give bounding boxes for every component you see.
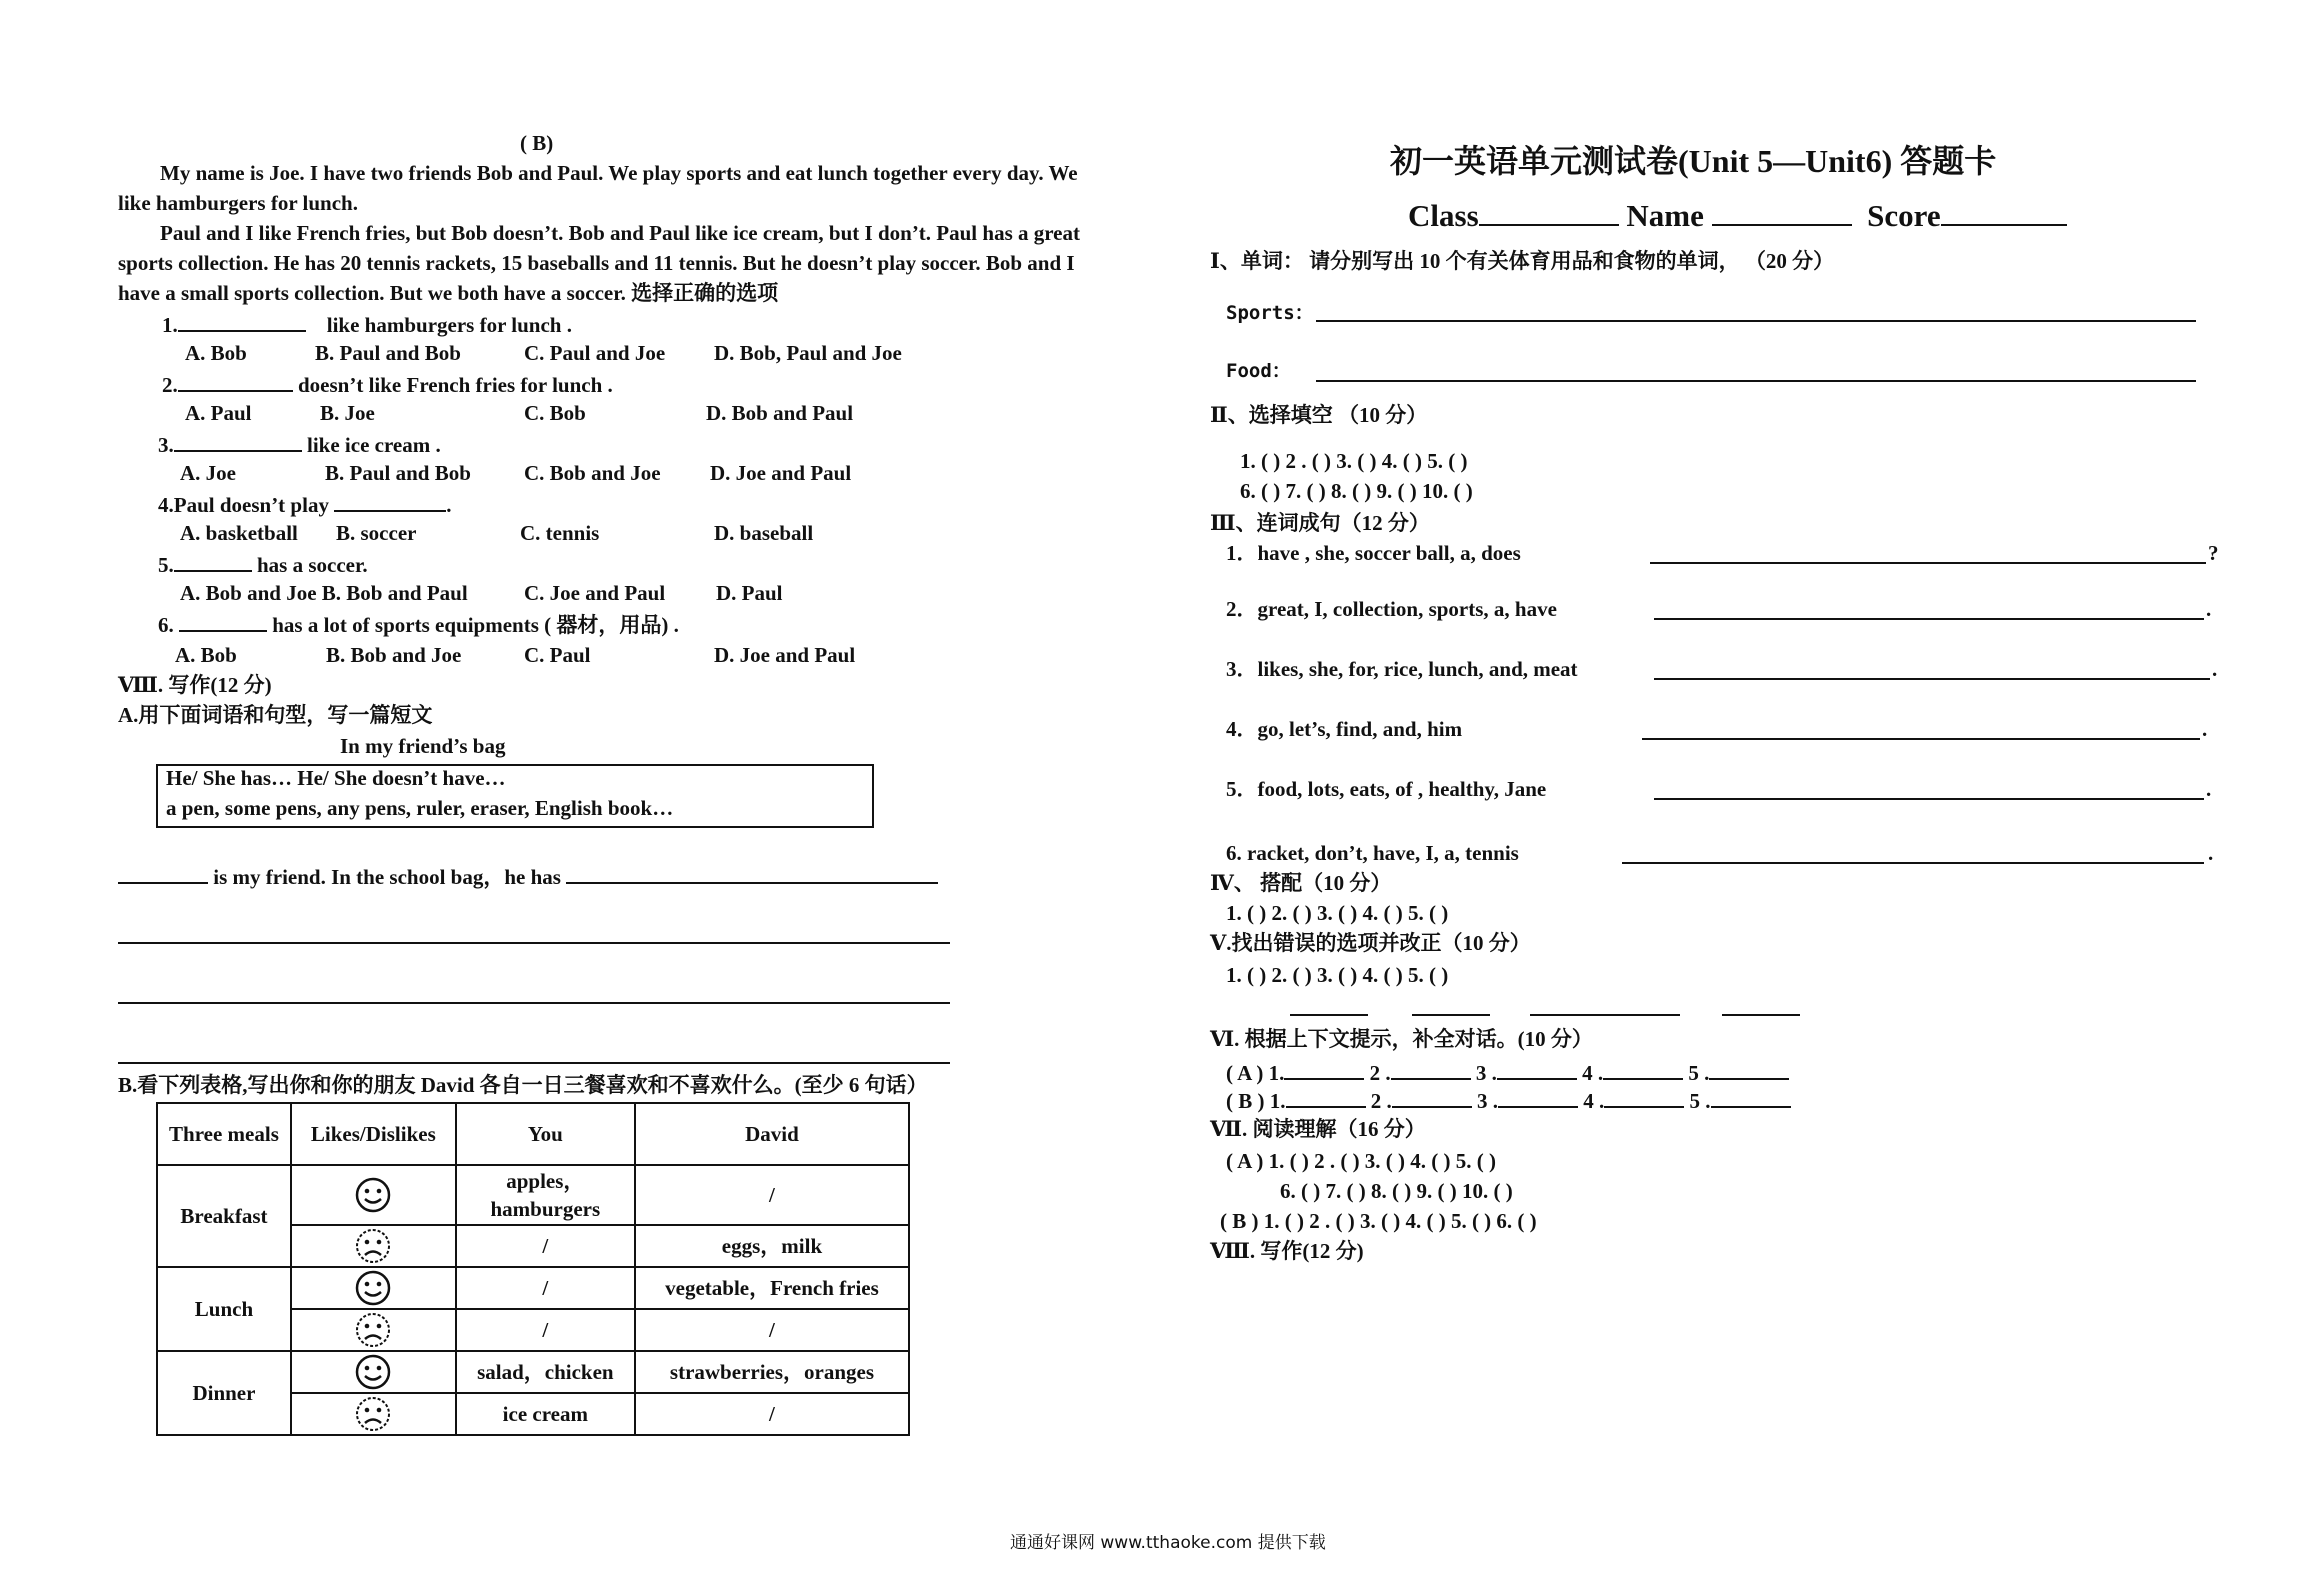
passage-line-4: sports collection. He has 20 tennis rackets, 15 baseballs and 11 tennis. But he doesn’t play soccer. Bob and I: [118, 251, 1075, 275]
section-7-heading: Ⅶ. 阅读理解（16 分）: [1210, 1117, 1426, 1141]
q6-option-d: D. Joe and Paul: [714, 643, 856, 667]
q4-option-c: C. tennis: [520, 521, 600, 545]
passage-line-3: Paul and I like French fries, but Bob doesn’t. Bob and Paul like ice cream, but I don’t. Paul has a great: [160, 221, 1081, 245]
header-you: You: [456, 1103, 635, 1165]
section-b-label: ( B): [520, 131, 554, 155]
sports-answer-line[interactable]: [1316, 320, 2196, 322]
q2-option-d: D. Bob and Paul: [706, 401, 854, 425]
meal-lunch: Lunch: [157, 1267, 291, 1351]
q2-option-c: C. Bob: [524, 401, 586, 425]
s3-answer-line-4[interactable]: [1642, 738, 2200, 740]
sports-label: Sports：: [1226, 302, 1314, 324]
q4-option-b: B. soccer: [336, 521, 417, 545]
s3-end-1: ?: [2208, 541, 2219, 565]
s5-correction-line-4[interactable]: [1602, 1014, 1680, 1016]
q5-option-d: D. Paul: [716, 581, 783, 605]
section-2-row-1[interactable]: 1. ( ) 2 . ( ) 3. ( ) 4. ( ) 5. ( ): [1240, 449, 1468, 473]
like-face-icon: [291, 1267, 456, 1309]
s3-item-1: 1．have , she, soccer ball, a, does: [1226, 541, 1521, 565]
q3-option-b: B. Paul and Bob: [325, 461, 471, 485]
s3-answer-line-2[interactable]: [1654, 618, 2204, 620]
q2-option-a: A. Paul: [185, 401, 252, 425]
bag-title: In my friend’s bag: [340, 734, 506, 758]
question-1: 1. like hamburgers for lunch .: [162, 308, 572, 340]
word-box-line-1: He/ She has… He/ She doesn’t have…: [166, 766, 506, 790]
lunch-you-dislike: /: [456, 1309, 635, 1351]
header-david: David: [635, 1103, 909, 1165]
section-2-row-2[interactable]: 6. ( ) 7. ( ) 8. ( ) 9. ( ) 10. ( ): [1240, 479, 1473, 503]
question-5: 5. has a soccer.: [158, 548, 368, 580]
q6-option-c: C. Paul: [524, 643, 591, 667]
s3-end-2: .: [2206, 597, 2212, 621]
word-box-line-2: a pen, some pens, any pens, ruler, eraser, English book…: [166, 796, 674, 820]
q4-option-d: D. baseball: [714, 521, 814, 545]
section-8-heading: Ⅷ. 写作(12 分): [1210, 1239, 1364, 1263]
passage-line-5: have a small sports collection. But we both have a soccer. 选择正确的选项: [118, 281, 779, 305]
writing-line-3[interactable]: [118, 1062, 950, 1064]
lunch-you-like: /: [456, 1267, 635, 1309]
lunch-david-dislike: /: [635, 1309, 909, 1351]
q6-option-b: B. Bob and Joe: [326, 643, 462, 667]
question-2: 2. doesn’t like French fries for lunch .: [162, 368, 613, 400]
s3-end-5: .: [2206, 777, 2212, 801]
dinner-you-like: salad，chicken: [456, 1351, 635, 1393]
section-6-row-a[interactable]: ( A ) 1. 2 . 3 . 4 . 5 .: [1226, 1056, 1789, 1088]
section-1-heading: Ⅰ、单词： 请分别写出 10 个有关体育用品和食物的单词， （20 分）: [1210, 249, 1835, 273]
dinner-you-dislike: ice cream: [456, 1393, 635, 1435]
part-b-instruction: B.看下列表格,写出你和你的朋友 David 各自一日三餐喜欢和不喜欢什么。(至少 6 句话）: [118, 1073, 928, 1097]
q3-option-c: C. Bob and Joe: [524, 461, 661, 485]
section-2-heading: Ⅱ、选择填空 （10 分）: [1210, 403, 1428, 427]
s3-answer-line-3[interactable]: [1654, 678, 2210, 680]
s3-item-3: 3．likes, she, for, rice, lunch, and, meat: [1226, 657, 1578, 681]
student-info-row: Class Name Score: [1408, 198, 2067, 234]
s3-answer-line-1[interactable]: [1650, 562, 2206, 564]
food-answer-line[interactable]: [1316, 380, 2196, 382]
q1-option-d: D. Bob, Paul and Joe: [714, 341, 902, 365]
passage-line-1: My name is Joe. I have two friends Bob and Paul. We play sports and eat lunch together every day. We: [160, 161, 1078, 185]
q1-option-c: C. Paul and Joe: [524, 341, 666, 365]
section-5-row[interactable]: 1. ( ) 2. ( ) 3. ( ) 4. ( ) 5. ( ): [1226, 963, 1449, 987]
s3-item-4: 4．go, let’s, find, and, him: [1226, 717, 1463, 741]
s5-correction-line-5[interactable]: [1722, 1014, 1800, 1016]
dislike-face-icon: [291, 1225, 456, 1267]
q5-option-c: C. Joe and Paul: [524, 581, 666, 605]
breakfast-you-like: apples，hamburgers: [456, 1165, 635, 1225]
q3-option-a: A. Joe: [180, 461, 236, 485]
dinner-david-like: strawberries，oranges: [635, 1351, 909, 1393]
s3-item-6: 6. racket, don’t, have, I, a, tennis: [1226, 841, 1519, 865]
s3-end-3: .: [2212, 657, 2218, 681]
writing-line-1[interactable]: [118, 942, 950, 944]
section-6-row-b[interactable]: ( B ) 1. 2 . 3 . 4 . 5 .: [1226, 1084, 1791, 1116]
q1-option-b: B. Paul and Bob: [315, 341, 461, 365]
s3-answer-line-6[interactable]: [1622, 862, 2204, 864]
section-7-row-b[interactable]: ( B ) 1. ( ) 2 . ( ) 3. ( ) 4. ( ) 5. ( ) 6. ( ): [1220, 1209, 1537, 1233]
q3-option-d: D. Joe and Paul: [710, 461, 852, 485]
q2-option-b: B. Joe: [320, 401, 375, 425]
answer-card-title: 初一英语单元测试卷(Unit 5—Unit6) 答题卡: [1390, 143, 1997, 179]
q4-option-a: A. basketball: [180, 521, 298, 545]
section-7-row-a1[interactable]: ( A ) 1. ( ) 2 . ( ) 3. ( ) 4. ( ) 5. ( ): [1226, 1149, 1497, 1173]
friend-sentence: is my friend. In the school bag，he has: [118, 860, 938, 892]
s3-item-2: 2．great, I, collection, sports, a, have: [1226, 597, 1557, 621]
dislike-face-icon: [291, 1393, 456, 1435]
q1-option-a: A. Bob: [185, 341, 247, 365]
part-a-instruction: A.用下面词语和句型，写一篇短文: [118, 703, 433, 727]
dinner-david-dislike: /: [635, 1393, 909, 1435]
question-4: 4.Paul doesn’t play .: [158, 488, 451, 520]
header-likes: Likes/Dislikes: [291, 1103, 456, 1165]
s5-correction-line-3[interactable]: [1530, 1014, 1608, 1016]
writing-heading: Ⅷ. 写作(12 分): [118, 673, 272, 697]
passage-line-2: like hamburgers for lunch.: [118, 191, 358, 215]
meal-breakfast: Breakfast: [157, 1165, 291, 1267]
meal-dinner: Dinner: [157, 1351, 291, 1435]
food-label: Food：: [1226, 360, 1291, 382]
lunch-david-like: vegetable，French fries: [635, 1267, 909, 1309]
s3-answer-line-5[interactable]: [1654, 798, 2204, 800]
footer-source: 通通好课网 www.tthaoke.com 提供下载: [1010, 1533, 1326, 1553]
question-3: 3. like ice cream .: [158, 428, 441, 460]
q6-option-a: A. Bob: [175, 643, 237, 667]
s5-correction-line-2[interactable]: [1412, 1014, 1490, 1016]
s3-end-6: .: [2208, 841, 2214, 865]
section-7-row-a2[interactable]: 6. ( ) 7. ( ) 8. ( ) 9. ( ) 10. ( ): [1280, 1179, 1513, 1203]
dislike-face-icon: [291, 1309, 456, 1351]
s3-item-5: 5．food, lots, eats, of , healthy, Jane: [1226, 777, 1547, 801]
section-3-heading: Ⅲ、连词成句（12 分）: [1210, 511, 1430, 535]
writing-line-2[interactable]: [118, 1002, 950, 1004]
breakfast-david-dislike: eggs，milk: [635, 1225, 909, 1267]
like-face-icon: [291, 1165, 456, 1225]
breakfast-you-dislike: /: [456, 1225, 635, 1267]
header-three-meals: Three meals: [157, 1103, 291, 1165]
s5-correction-line-1[interactable]: [1290, 1014, 1368, 1016]
breakfast-david-like: /: [635, 1165, 909, 1225]
section-4-row[interactable]: 1. ( ) 2. ( ) 3. ( ) 4. ( ) 5. ( ): [1226, 901, 1449, 925]
question-6: 6. has a lot of sports equipments ( 器材，用品) .: [158, 608, 679, 640]
s3-end-4: .: [2202, 717, 2208, 741]
section-6-heading: Ⅵ. 根据上下文提示，补全对话。(10 分）: [1210, 1027, 1593, 1051]
q5-option-ab: A. Bob and Joe B. Bob and Paul: [180, 581, 468, 605]
meals-table: [156, 1102, 910, 1436]
section-5-heading: Ⅴ.找出错误的选项并改正（10 分）: [1210, 931, 1531, 955]
like-face-icon: [291, 1351, 456, 1393]
section-4-heading: Ⅳ、 搭配（10 分）: [1210, 871, 1392, 895]
